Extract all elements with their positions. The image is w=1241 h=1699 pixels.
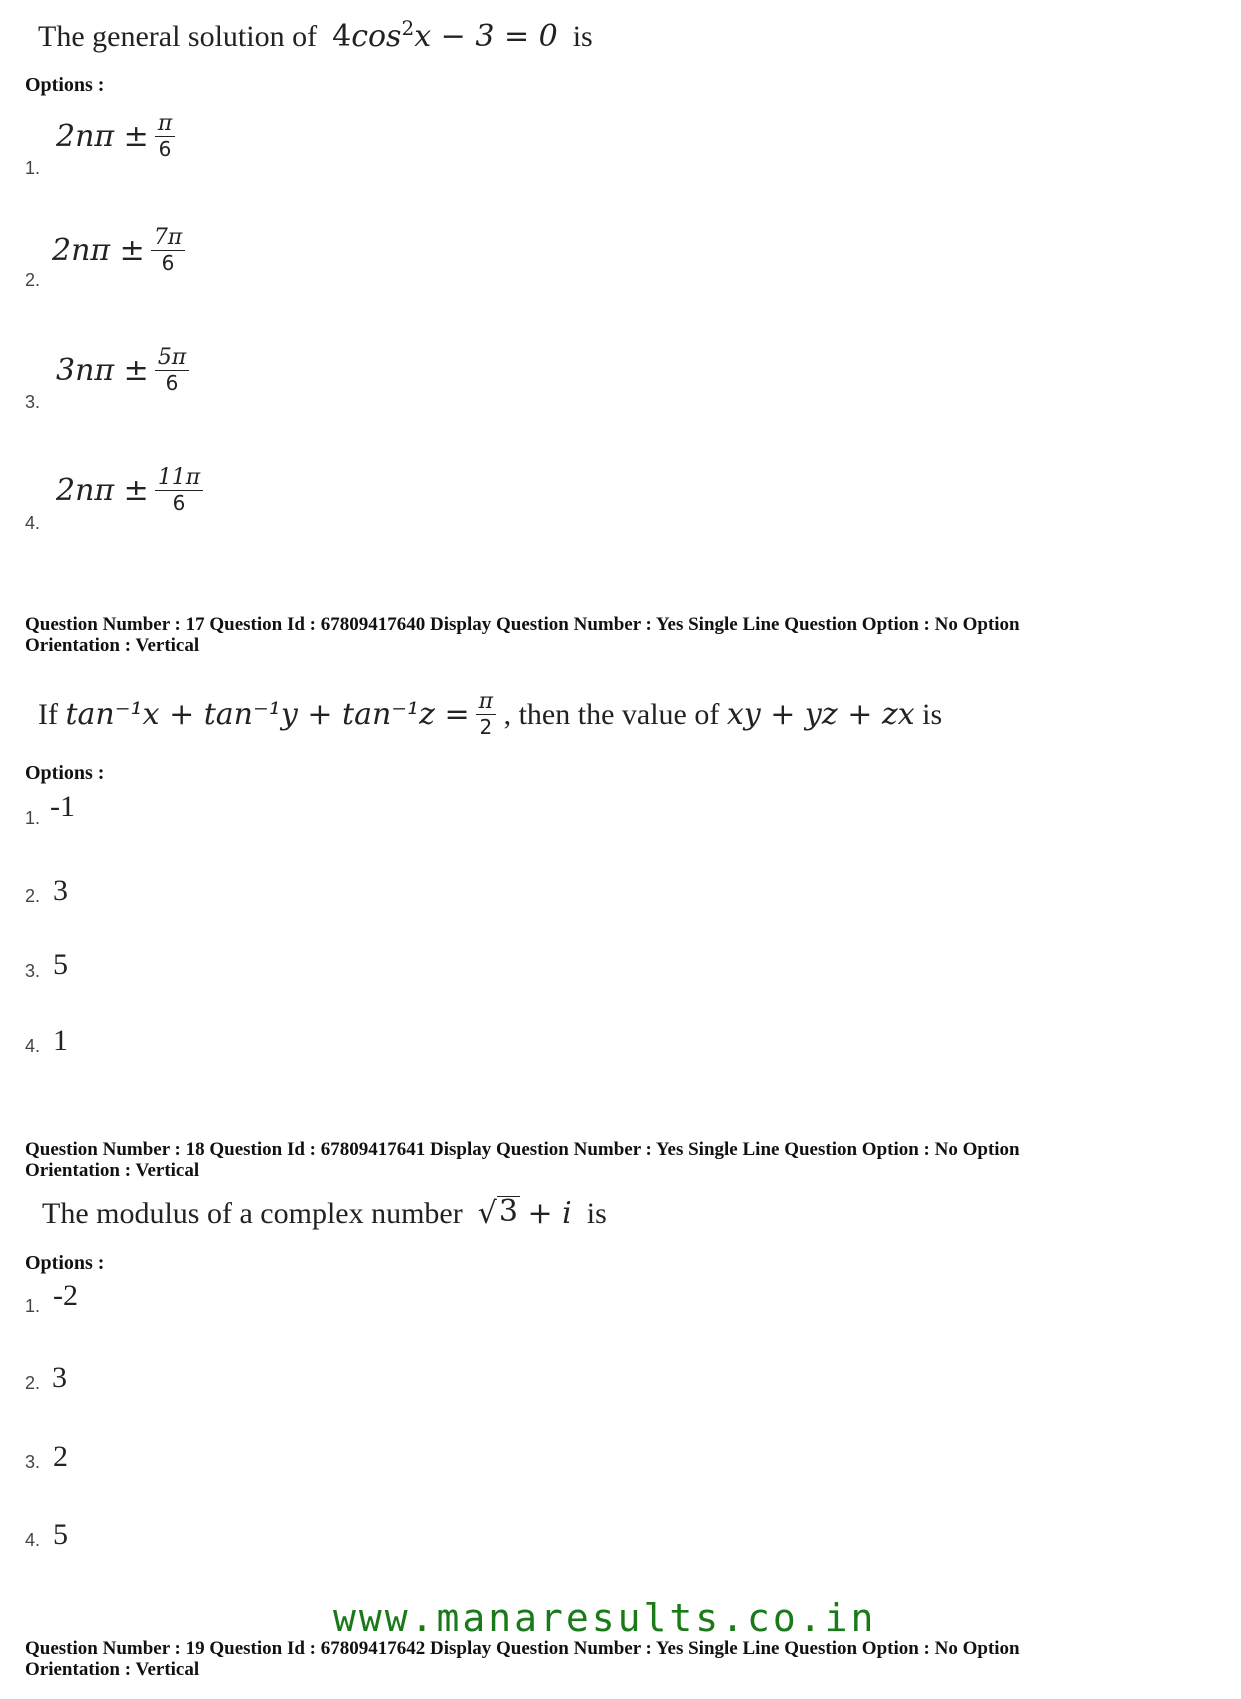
- question-intro: The general solution of: [38, 20, 318, 53]
- fraction: $\frac{5\pi}{6}$: [155, 346, 189, 395]
- option-1-value: 2nπ ± $\frac{\pi}{6}$: [56, 112, 175, 161]
- fraction: $\frac{\pi}{6}$: [155, 112, 175, 161]
- question-19-meta: Question Number : 19 Question Id : 67809417642 Display Question Number : Yes Single Line Question Option : No Option Orientation : Vertical: [25, 1638, 1020, 1680]
- option-number: 1.: [25, 808, 41, 828]
- option-2-value: 2nπ ± $\frac{7\pi}{6}$: [52, 226, 185, 275]
- option-4-value: 1: [53, 1024, 68, 1057]
- option-number: 2.: [25, 1373, 41, 1393]
- options-label: Options :: [25, 762, 105, 784]
- option-1-value: -1: [50, 790, 75, 823]
- option-3-value: 5: [53, 948, 68, 981]
- option-4-value: 2nπ ± $\frac{11\pi}{6}$: [56, 466, 203, 515]
- option-number: 4.: [25, 1036, 41, 1056]
- option-number: 3.: [25, 1452, 41, 1472]
- option-2-value: 3: [53, 874, 68, 907]
- question-18-meta: Question Number : 18 Question Id : 67809417641 Display Question Number : Yes Single Line Question Option : No Option Orientation : Vertical: [25, 1139, 1020, 1181]
- option-number: 2.: [25, 886, 41, 906]
- option-number: 3.: [25, 392, 41, 412]
- option-3-value: 2: [53, 1440, 68, 1473]
- option-number: 2.: [25, 270, 41, 290]
- option-2-value: 3: [52, 1361, 67, 1394]
- options-label: Options :: [25, 1252, 105, 1274]
- option-number: 3.: [25, 961, 41, 981]
- option-number: 4.: [25, 1530, 41, 1550]
- question-equation: tan⁻¹x + tan⁻¹y + tan⁻¹z =: [65, 697, 470, 732]
- option-number: 1.: [25, 1296, 41, 1316]
- options-label: Options :: [25, 74, 105, 96]
- option-4-value: 5: [53, 1518, 68, 1551]
- option-3-value: 3nπ ± $\frac{5\pi}{6}$: [56, 346, 189, 395]
- fraction: $\frac{11\pi}{6}$: [155, 466, 203, 515]
- fraction: $\frac{\pi}{2}$: [476, 690, 496, 739]
- watermark: www.manaresults.co.in: [333, 1596, 877, 1640]
- question-17-meta: Question Number : 17 Question Id : 67809417640 Display Question Number : Yes Single Line Question Option : No Option Orientation : Vertical: [25, 614, 1020, 656]
- question-equation: $4\cos^2x - 3 = 0$: [332, 16, 558, 54]
- question-17-text: If tan⁻¹x + tan⁻¹y + tan⁻¹z = $\frac{\pi}{2}$ , then the value of xy + yz + zx is: [38, 689, 943, 739]
- question-16-text: The general solution of $4\cos^2x - 3 = 0$ is: [38, 16, 593, 54]
- option-number: 1.: [25, 158, 41, 178]
- question-18-text: The modulus of a complex number √ 3 + i is: [42, 1194, 607, 1231]
- option-number: 4.: [25, 513, 41, 533]
- sqrt-symbol: √ 3: [477, 1194, 518, 1231]
- fraction: $\frac{7\pi}{6}$: [151, 226, 185, 275]
- option-1-value: -2: [53, 1279, 78, 1312]
